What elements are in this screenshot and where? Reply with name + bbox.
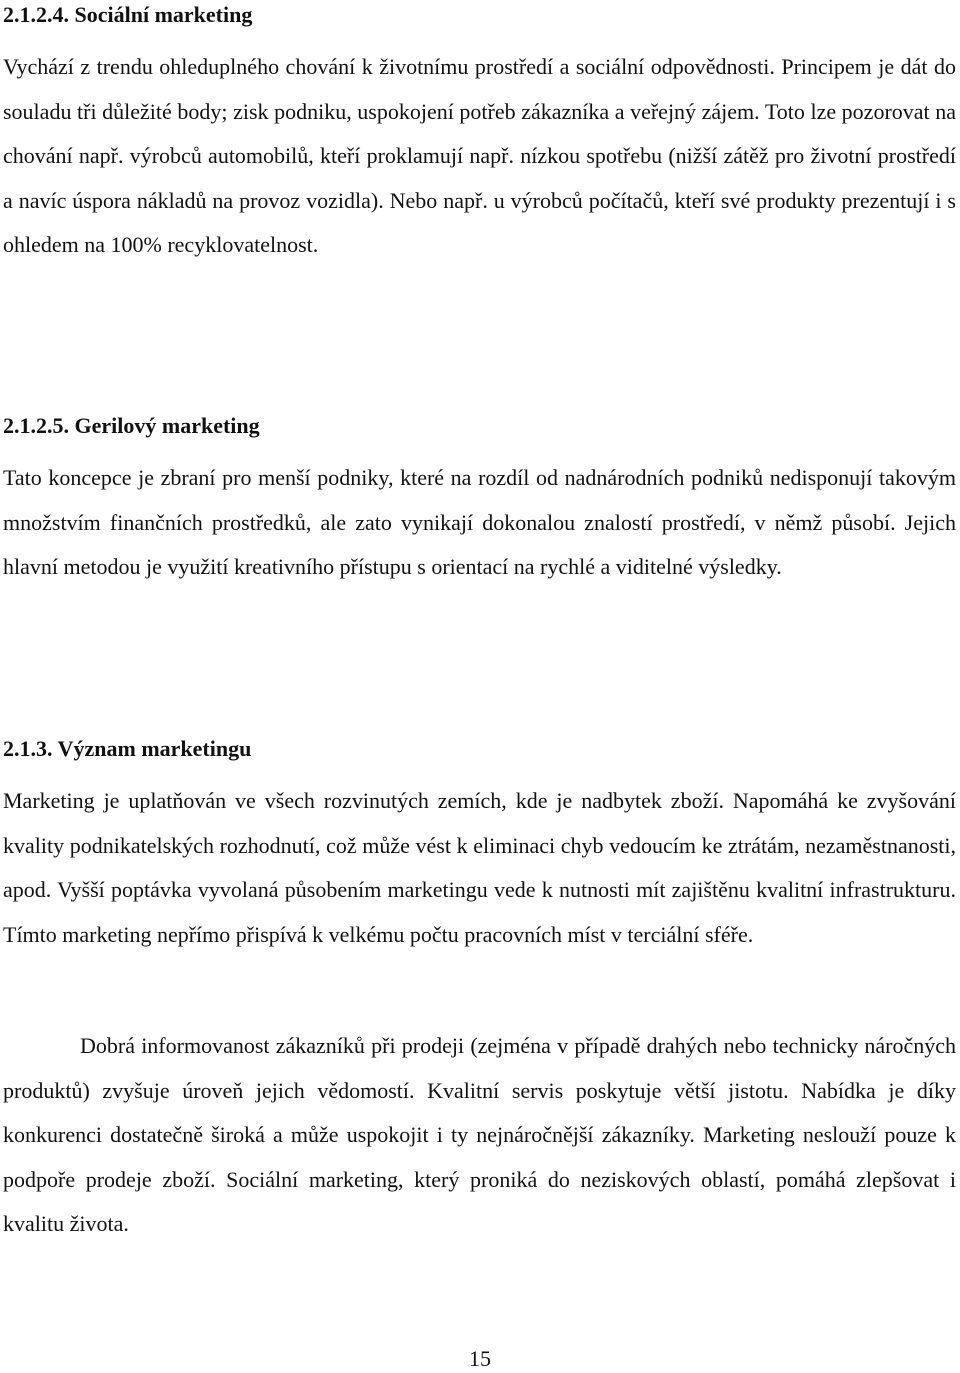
paragraph-marketing-significance-2: Dobrá informovanost zákazníků při prodeji (zejména v případě drahých nebo technicky náročných produktů) zvyšuje úroveň jejich vědomostí. Kvalitní servis poskytuje větší jistotu. Nabídka je díky konkurenci dostatečně široká a může uspokojit i ty nejnáročnější zákazníky. Marketing neslouží pouze k podpoře prodeje zboží. Sociální marketing, který proniká do neziskových oblastí, pomáhá zlepšovat i kvalitu života. xyxy=(3,1033,956,1237)
paragraph-social-marketing: Vychází z trendu ohleduplného chování k životnímu prostředí a sociální odpovědnosti. Principem je dát do souladu tři důležité body; zisk podniku, uspokojení potřeb zákazníka a veřejný zájem. Toto lze pozorovat na chování např. výrobců automobilů, kteří proklamují např. nízkou spotřebu (nižší zátěž pro životní prostředí a navíc úspora nákladů na provoz vozidla). Nebo např. u výrobců počítačů, kteří své produkty prezentují i s ohledem na 100% recyklovatelnost. xyxy=(3,54,956,258)
page-number: 15 xyxy=(469,1346,491,1371)
paragraph-marketing-significance-1: Marketing je uplatňován ve všech rozvinutých zemích, kde je nadbytek zboží. Napomáhá ke zvyšování kvality podnikatelských rozhodnutí, což může vést k eliminaci chyb vedoucím ke ztrátám, nezaměstnanosti, apod. Vyšší poptávka vyvolaná působením marketingu vede k nutnosti mít zajištěnu kvalitní infrastrukturu. Tímto marketing nepřímo přispívá k velkému počtu pracovních míst v terciální sféře. xyxy=(3,788,956,947)
section-heading-guerrilla-marketing: 2.1.2.5. Gerilový marketing xyxy=(3,413,260,438)
section-heading-social-marketing: 2.1.2.4. Sociální marketing xyxy=(3,2,253,27)
section-heading-marketing-significance: 2.1.3. Význam marketingu xyxy=(3,736,252,761)
paragraph-guerrilla-marketing: Tato koncepce je zbraní pro menší podniky, které na rozdíl od nadnárodních podniků nedisponují takovým množstvím finančních prostředků, ale zato vynikají dokonalou znalostí prostředí, v němž působí. Jejich hlavní metodou je využití kreativního přístupu s orientací na rychlé a viditelné výsledky. xyxy=(3,465,956,580)
